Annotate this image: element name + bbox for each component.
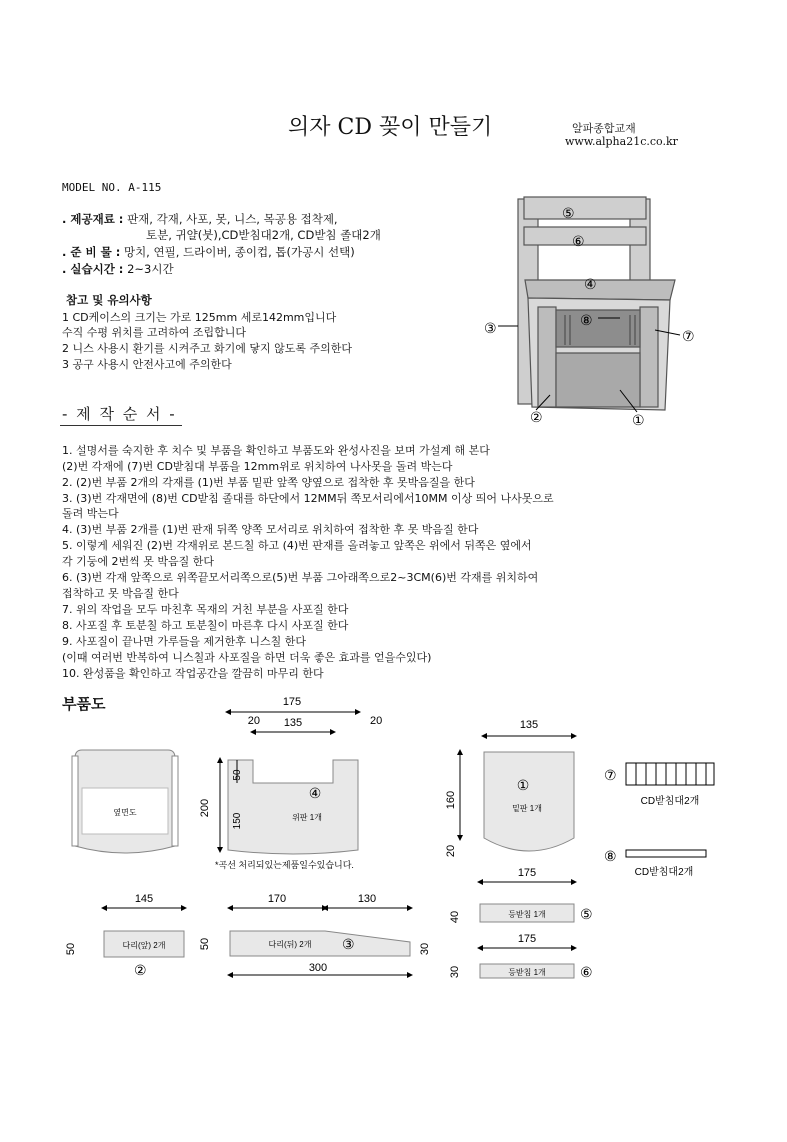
svg-text:130: 130: [357, 893, 377, 905]
materials-line-3: . 준 비 물 : 망치, 연필, 드라이버, 종이컵, 톱(가공시 선택): [62, 245, 355, 259]
marker-5: ⑤: [562, 206, 575, 222]
publisher-name: 알파종합교재: [572, 122, 636, 135]
rear-leg-label: 다리(뒤) 2개: [268, 940, 312, 949]
svg-text:30: 30: [449, 965, 461, 979]
marker-3: ③: [484, 321, 497, 337]
rear-leg-marker: ③: [342, 936, 355, 952]
side-view-figure: [72, 750, 178, 853]
notes-heading: 참고 및 유의사항: [66, 293, 152, 307]
svg-text:135: 135: [519, 719, 539, 731]
seat-marker: ④: [308, 785, 322, 801]
stand-marker: ⑦: [604, 767, 617, 783]
svg-text:175: 175: [282, 696, 302, 708]
step-line: (이때 여러번 반복하여 니스칠과 사포질을 하면 더욱 좋은 효과를 얻을수있다): [62, 651, 432, 664]
parts-heading: 부품도: [62, 695, 106, 713]
marker-2: ②: [530, 410, 543, 426]
upper-shelf: [556, 310, 640, 347]
backrest-lower-figure: [449, 933, 593, 980]
note-item: 수직 수평 위치를 고려하여 조립합니다: [62, 326, 247, 339]
backrest-lower-marker: ⑥: [580, 964, 593, 980]
svg-text:50: 50: [199, 937, 211, 951]
svg-text:200: 200: [199, 798, 211, 818]
materials-line-2: 토분, 귀얄(붓),CD받침대2개, CD받침 졸대2개: [146, 228, 381, 242]
step-line: 돌려 박는다: [62, 507, 119, 520]
svg-text:20: 20: [247, 715, 260, 727]
svg-text:20: 20: [370, 715, 383, 727]
svg-text:40: 40: [449, 910, 461, 924]
strip-label: CD받침대2개: [634, 867, 694, 878]
step-line: 각 기둥에 2번씩 못 박음질 한다: [62, 555, 214, 568]
stand-label: CD받침대2개: [640, 796, 700, 807]
svg-text:160: 160: [445, 790, 457, 810]
marker-8: ⑧: [580, 313, 593, 329]
svg-text:50: 50: [232, 769, 243, 781]
backrest-lower-label: 등받침 1개: [508, 968, 546, 977]
front-leg-shape: [538, 307, 556, 407]
front-leg-marker: ②: [134, 962, 147, 978]
step-line: 8. 사포질 후 토분칠 하고 토분칠이 마른후 다시 사포질 한다: [62, 619, 349, 632]
backrest-upper-marker: ⑤: [580, 906, 593, 922]
step-line: 3. (3)번 각재면에 (8)번 CD받침 졸대를 하단에서 12MM뒤 쪽모서리에서10MM 이상 띄어 나사못으로: [62, 492, 554, 505]
svg-text:135: 135: [283, 717, 303, 729]
step-line: 6. (3)번 각재 앞쪽으로 위쪽끝모서리쪽으로(5)번 부품 그아래쪽으로2~3CM(6)번 각재를 위치하여: [62, 571, 539, 584]
marker-4: ④: [584, 277, 597, 293]
svg-text:145: 145: [134, 893, 154, 905]
materials-line-1: . 제공재료 : 판재, 각재, 사포, 못, 니스, 목공용 접착제,: [62, 212, 338, 226]
marker-7: ⑦: [682, 329, 695, 345]
backrest-lower: [524, 227, 646, 245]
front-leg-figure: [65, 893, 184, 978]
step-line: 2. (2)번 부품 2개의 각재를 (1)번 부품 밑판 앞쪽 양옆으로 접착한 후 못박음질을 한다: [62, 476, 475, 489]
step-line: 10. 완성품을 확인하고 작업공간을 깔끔히 마무리 한다: [62, 667, 324, 680]
procedure-underline: [60, 425, 182, 426]
publisher-url: www.alpha21c.co.kr: [565, 135, 678, 148]
procedure-heading: - 제 작 순 서 -: [62, 405, 177, 423]
materials-line-4: . 실습시간 : 2~3시간: [62, 262, 174, 276]
parts-drawing: [60, 688, 730, 1008]
front-leg-shape: [640, 307, 658, 407]
side-view-label: 옆면도: [113, 808, 137, 817]
step-line: (2)번 각재에 (7)번 CD받침대 부품을 12mm위로 위치하여 나사못을 돌려 박는다: [62, 460, 453, 473]
front-leg-label: 다리(앞) 2개: [122, 941, 166, 950]
step-line: 4. (3)번 부품 2개를 (1)번 판재 뒤쪽 양쪽 모서리로 위치하여 접착한 후 못 박음질 한다: [62, 523, 479, 536]
svg-text:175: 175: [517, 933, 537, 945]
seat-label: 위판 1개: [292, 813, 322, 822]
marker-6: ⑥: [572, 234, 585, 250]
backrest-upper: [524, 197, 646, 219]
svg-text:175: 175: [517, 867, 537, 879]
step-line: 9. 사포질이 끝나면 가루들을 제거한후 니스칠 한다: [62, 635, 306, 648]
step-line: 5. 이렇게 세워진 (2)번 각재위로 본드칠 하고 (4)번 판재를 올려놓고 앞쪽은 위에서 뒤쪽은 옆에서: [62, 539, 532, 552]
strip-marker: ⑧: [604, 848, 617, 864]
bottom-part-figure: [445, 719, 574, 857]
bottom-marker: ①: [516, 777, 530, 793]
model-number: MODEL NO. A-115: [62, 181, 162, 194]
seat-note: *곡선 처리되있는제품일수있습니다.: [215, 860, 354, 870]
backrest-upper-label: 등받침 1개: [508, 910, 546, 919]
cd-stand-figure: [604, 763, 714, 807]
svg-text:20: 20: [445, 844, 457, 858]
svg-text:170: 170: [267, 893, 287, 905]
backrest-upper-figure: [449, 867, 593, 923]
marker-1: ①: [632, 413, 645, 429]
cd-strip-figure: [604, 848, 706, 878]
rear-leg-figure: [199, 893, 431, 975]
svg-text:50: 50: [65, 942, 77, 956]
bottom-label: 밑판 1개: [512, 804, 542, 813]
step-line: 접착하고 못 박음질 한다: [62, 587, 179, 600]
note-item: 3 공구 사용시 안전사고에 주의한다: [62, 358, 232, 371]
note-item: 1 CD케이스의 크기는 가로 125mm 세로142mm입니다: [62, 311, 337, 324]
page-title: 의자 CD 꽂이 만들기: [288, 115, 493, 140]
svg-text:300: 300: [308, 962, 328, 974]
step-line: 1. 설명서를 숙지한 후 치수 및 부품을 확인하고 부품도와 완성사진을 보며 가설계 해 본다: [62, 444, 490, 457]
seat-top: [525, 280, 675, 300]
svg-text:30: 30: [419, 942, 431, 956]
seat-part-figure: [199, 696, 382, 870]
svg-text:150: 150: [232, 812, 243, 830]
note-item: 2 니스 사용시 환기를 시켜주고 화기에 닿지 않도록 주의한다: [62, 342, 352, 355]
step-line: 7. 위의 작업을 모두 마친후 목재의 거친 부분을 사포질 한다: [62, 603, 349, 616]
chair-photo: [480, 185, 700, 445]
